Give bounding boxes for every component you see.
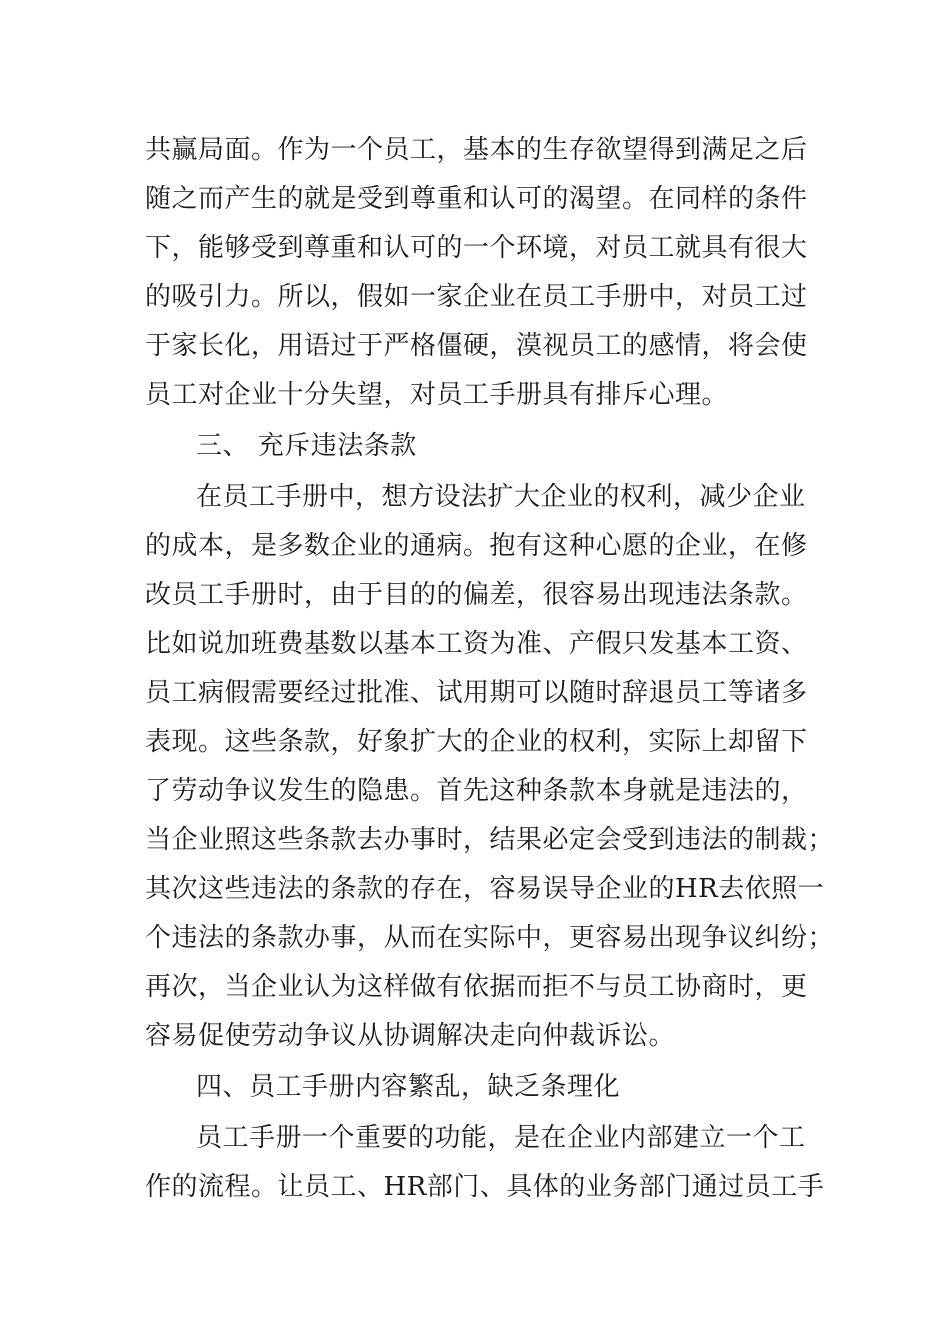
text-line: 随之而产生的就是受到尊重和认可的渴望。在同样的条件 <box>145 184 808 214</box>
text-line: 改员工手册时，由于目的的偏差，很容易出现违法条款。 <box>145 580 808 610</box>
text-line: 表现。这些条款，好象扩大的企业的权利，实际上却留下 <box>145 727 808 757</box>
text-line: 其次这些违法的条款的存在，容易误导企业的HR去依照一 <box>145 874 825 904</box>
paragraph-first-line: 员工手册一个重要的功能，是在企业内部建立一个工 <box>196 1123 806 1153</box>
text-line: 当企业照这些条款去办事时，结果必定会受到违法的制裁； <box>145 825 835 855</box>
section-heading: 四、员工手册内容繁乱，缺乏条理化 <box>196 1072 621 1102</box>
text-line: 的吸引力。所以，假如一家企业在员工手册中，对员工过 <box>145 282 808 312</box>
text-line: 的成本，是多数企业的通病。抱有这种心愿的企业，在修 <box>145 531 808 561</box>
text-line: 比如说加班费基数以基本工资为准、产假只发基本工资、 <box>145 629 808 659</box>
text-line: 共赢局面。作为一个员工，基本的生存欲望得到满足之后 <box>145 135 808 165</box>
text-line: 作的流程。让员工、HR部门、具体的业务部门通过员工手 <box>145 1172 825 1202</box>
text-line: 于家长化，用语过于严格僵硬，漠视员工的感情，将会使 <box>145 331 808 361</box>
paragraph-first-line: 在员工手册中，想方设法扩大企业的权利，减少企业 <box>196 482 806 512</box>
text-line: 了劳动争议发生的隐患。首先这种条款本身就是违法的， <box>145 776 808 806</box>
text-line: 员工对企业十分失望，对员工手册具有排斥心理。 <box>145 380 729 410</box>
text-line: 再次，当企业认为这样做有依据而拒不与员工协商时，更 <box>145 972 808 1002</box>
text-line: 下，能够受到尊重和认可的一个环境，对员工就具有很大 <box>145 233 808 263</box>
text-line: 员工病假需要经过批准、试用期可以随时辞退员工等诸多 <box>145 678 808 708</box>
text-line: 个违法的条款办事，从而在实际中，更容易出现争议纠纷； <box>145 923 835 953</box>
section-heading: 三、 充斥违法条款 <box>196 431 417 461</box>
text-line: 容易促使劳动争议从协调解决走向仲裁诉讼。 <box>145 1021 676 1051</box>
